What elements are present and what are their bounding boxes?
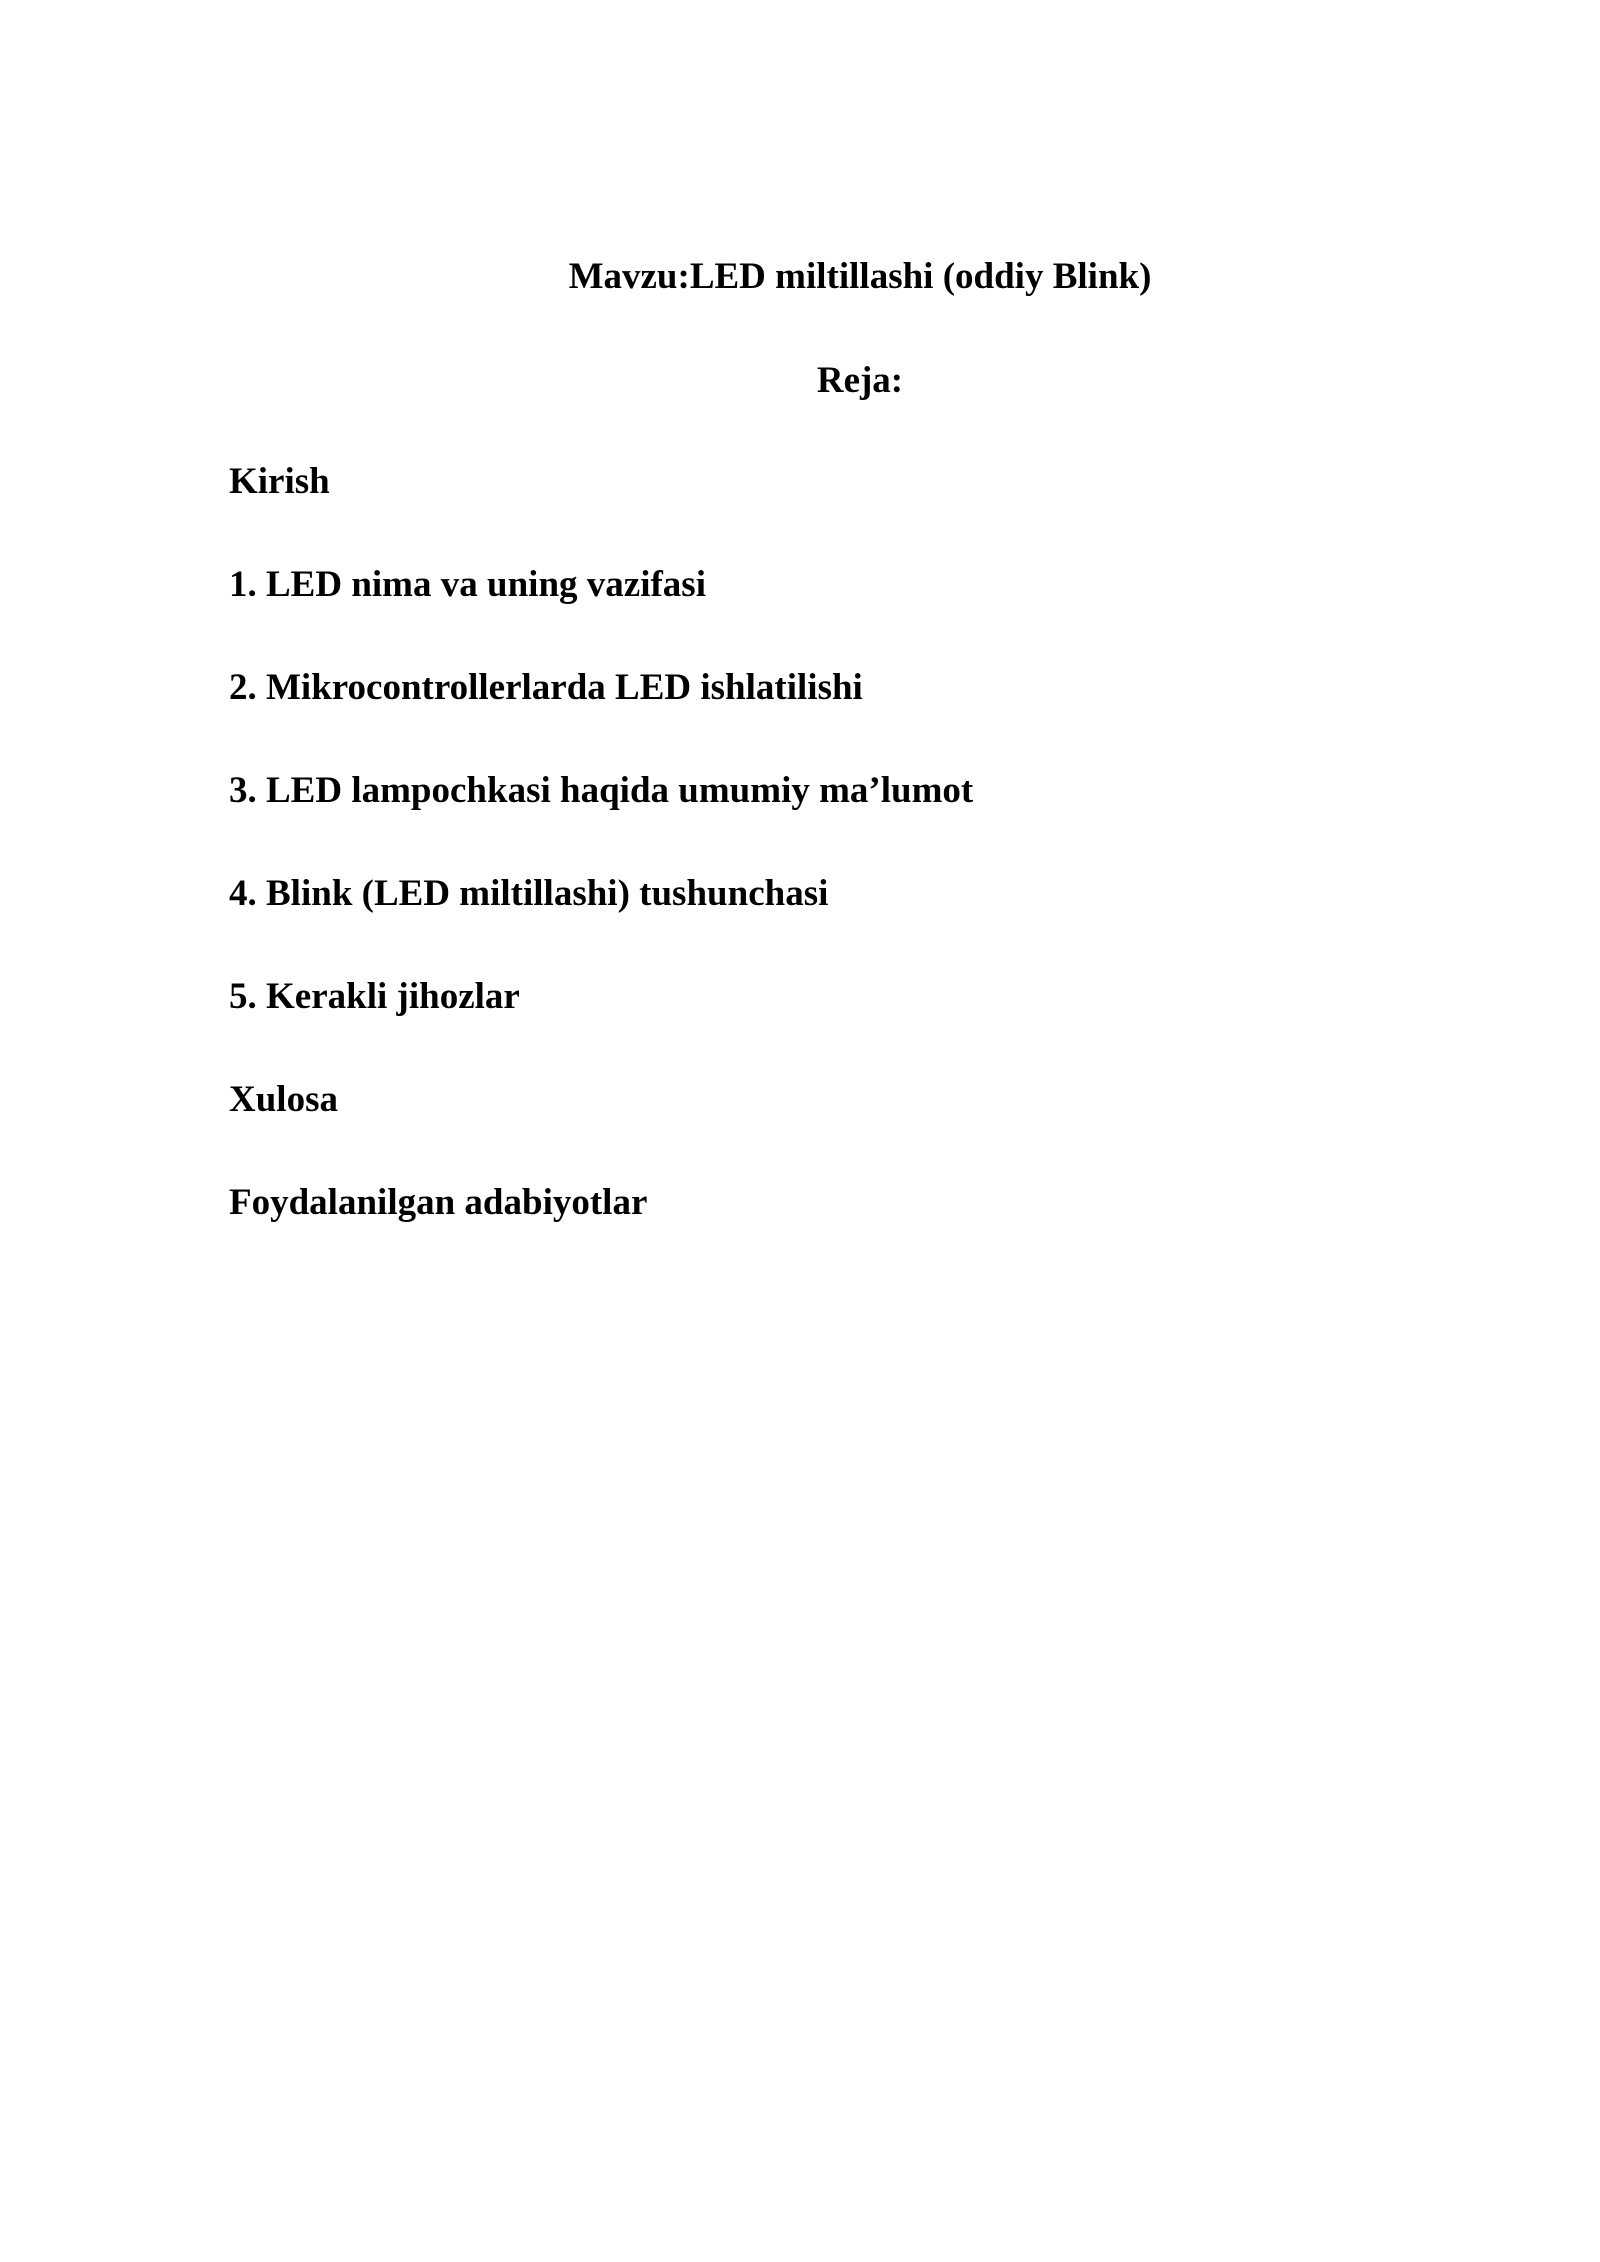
plan-item-3: 3. LED lampochkasi haqida umumiy ma’lumot — [229, 770, 974, 811]
plan-item-references: Foydalanilgan adabiyotlar — [229, 1182, 648, 1223]
page-title: Mavzu:LED miltillashi (oddiy Blink) — [568, 256, 1152, 297]
plan-item-introduction: Kirish — [229, 461, 330, 502]
plan-item-1: 1. LED nima va uning vazifasi — [229, 564, 706, 605]
plan-item-conclusion: Xulosa — [229, 1079, 338, 1120]
plan-item-2: 2. Mikrocontrollerlarda LED ishlatilishi — [229, 667, 863, 708]
plan-item-5: 5. Kerakli jihozlar — [229, 976, 520, 1017]
plan-item-4: 4. Blink (LED miltillashi) tushunchasi — [229, 873, 829, 914]
plan-heading: Reja: — [816, 360, 904, 401]
plan-list — [229, 458, 973, 1282]
